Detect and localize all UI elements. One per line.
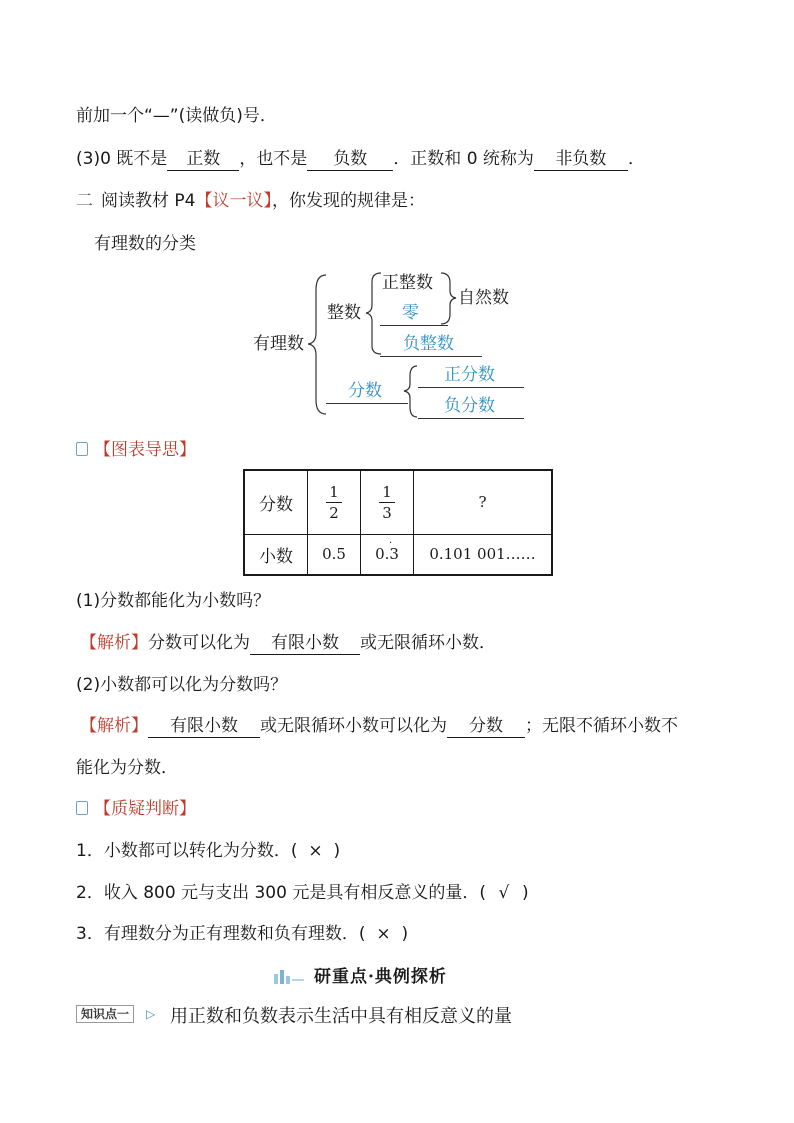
tree-zero: 零 — [402, 303, 419, 323]
neg-frac-underline — [418, 418, 524, 419]
zero-underline — [380, 325, 448, 326]
arrow-icon: ▷ — [146, 1007, 156, 1021]
table-cell — [361, 470, 414, 534]
judge-close: ) — [401, 924, 409, 944]
analysis-tag-1: 【解析】 — [80, 633, 148, 653]
banner-icon — [272, 965, 306, 985]
answer-2 — [80, 714, 678, 738]
tree-fraction: 分数 — [348, 381, 382, 401]
discuss-tag: 【议一议】 — [195, 191, 272, 211]
question-1: (1)分数都能化为小数吗？ — [76, 591, 271, 611]
decimal-third-value: 0.3 — [375, 545, 399, 564]
l2-prefix: (3)0 既不是 — [76, 149, 168, 169]
section-marker: 二 — [76, 191, 93, 211]
question-2: (2)小数都可以化为分数吗？ — [76, 675, 288, 695]
l2-mid1: ，也不是 — [239, 149, 308, 169]
answer-1 — [80, 631, 496, 655]
judge-title: 【质疑判断】 — [94, 799, 196, 819]
table-row — [244, 470, 552, 534]
table-row — [244, 534, 552, 575]
answer-2-cont: 能化为分数． — [76, 758, 178, 778]
judge-item-text: 3．有理数分为正有理数和负有理数．( — [76, 924, 366, 944]
judge-item-1 — [76, 839, 340, 863]
table-cell — [308, 470, 361, 534]
frac1-numerator: 1 — [326, 482, 342, 503]
judge-item-2 — [76, 881, 529, 905]
frac1-denominator: 2 — [329, 503, 339, 522]
answer-blank-negative: 负数 — [307, 148, 393, 171]
decimal-nonrepeating: 0.101 001…… — [414, 534, 553, 575]
decimal-half: 0.5 — [308, 534, 361, 575]
study-banner-text: 研重点·典例探析 — [314, 967, 447, 987]
judge-mark-3: × — [376, 924, 391, 944]
judge-mark-1: × — [308, 841, 323, 861]
frac2-denominator: 3 — [382, 503, 392, 522]
judge-item-3 — [76, 922, 408, 946]
unknown-cell: ? — [414, 470, 553, 534]
a2-suffix: ；无限不循环小数不 — [525, 716, 678, 736]
fraction-underline — [326, 403, 408, 404]
knowledge-point-title: 用正数和负数表示生活中具有相反意义的量 — [170, 1006, 512, 1027]
l3-prefix: 阅读教材 P4 — [101, 191, 196, 211]
tree-negative-integer: 负整数 — [403, 334, 454, 354]
judge-item-text: 2．收入 800 元与支出 300 元是具有相反意义的量．( — [76, 883, 486, 903]
answer-blank-positive: 正数 — [167, 148, 239, 171]
judge-mark-2: √ — [498, 883, 510, 903]
bookmark-icon — [76, 801, 88, 815]
intro-line-1: 前加一个“—”(读做负)号． — [76, 106, 277, 126]
answer-blank-nonneg: 非负数 — [534, 148, 628, 171]
frac2-numerator: 1 — [379, 482, 395, 503]
knowledge-point-tag: 知识点一 — [76, 1005, 134, 1023]
tree-positive-integer: 正整数 — [382, 273, 433, 293]
chart-guide-title: 【图表导思】 — [94, 440, 196, 460]
judge-heading — [76, 797, 196, 821]
classify-title: 有理数的分类 — [94, 234, 196, 254]
l3-suffix: ，你发现的规律是： — [271, 191, 425, 211]
tree-root: 有理数 — [253, 334, 304, 354]
tree-natural: 自然数 — [458, 288, 509, 308]
study-banner — [272, 962, 447, 987]
chart-guide-heading — [76, 438, 196, 462]
pos-frac-underline — [418, 387, 524, 388]
l2-end: ． — [627, 149, 645, 169]
tree-positive-fraction: 正分数 — [444, 365, 495, 385]
fraction-decimal-table — [243, 469, 553, 576]
analysis-tag-2: 【解析】 — [80, 716, 148, 736]
a1-prefix: 分数可以化为 — [148, 633, 250, 653]
a1-suffix: 或无限循环小数． — [360, 633, 496, 653]
bookmark-icon — [76, 442, 88, 456]
repeat-dot: · — [389, 537, 393, 549]
judge-close: ) — [521, 883, 529, 903]
judge-close: ) — [333, 841, 341, 861]
row-label-decimal: 小数 — [244, 534, 308, 575]
l2-mid2: ．正数和 0 统称为 — [393, 149, 534, 169]
tree-integer: 整数 — [327, 303, 361, 323]
decimal-third — [361, 534, 414, 575]
answer-blank-finite-decimal-2: 有限小数 — [148, 715, 260, 738]
a2-mid: 或无限循环小数可以化为 — [260, 716, 447, 736]
row-label-fraction: 分数 — [244, 470, 308, 534]
tree-braces — [0, 0, 794, 430]
answer-blank-fraction: 分数 — [447, 715, 525, 738]
answer-blank-finite-decimal: 有限小数 — [250, 632, 360, 655]
neg-int-underline — [380, 356, 482, 357]
judge-item-text: 1．小数都可以转化为分数．( — [76, 841, 298, 861]
tree-negative-fraction: 负分数 — [444, 396, 495, 416]
